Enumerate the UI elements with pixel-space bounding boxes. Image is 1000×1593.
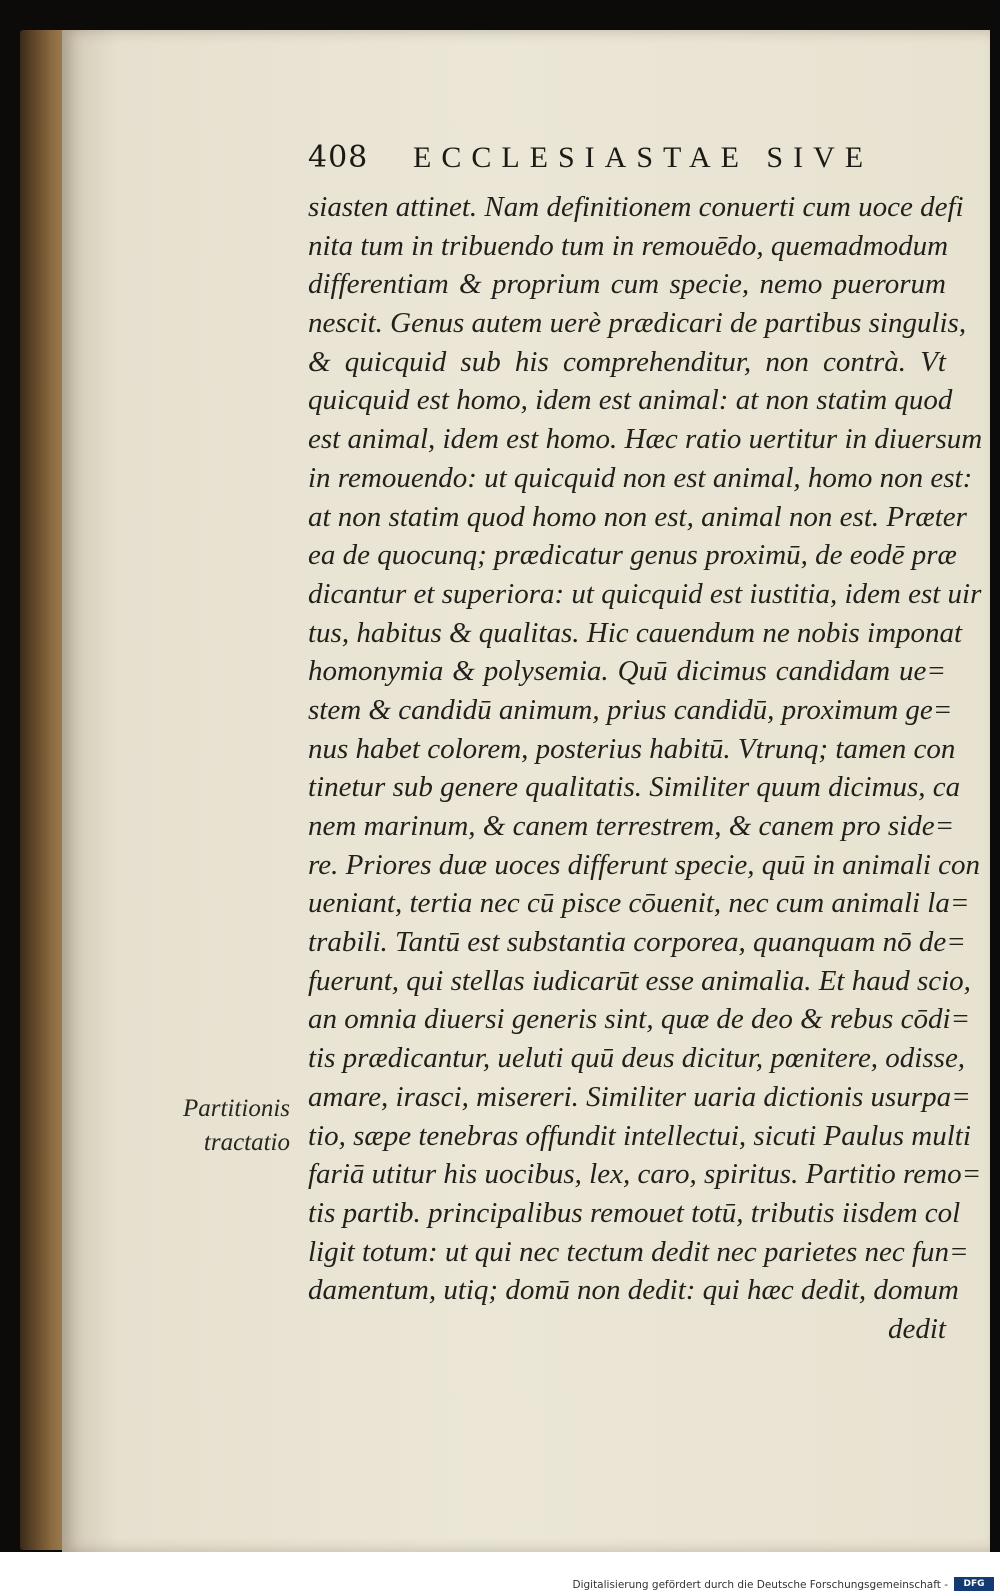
text-line: tio, sæpe tenebras offundit intellectui, sicuti Paulus multi: [308, 1119, 971, 1152]
text-line: stem & candidū animum, prius candidū, proximum ge=: [308, 693, 953, 726]
text-line: ea de quocunq; prædicatur genus proximū, de eodē præ: [308, 539, 957, 572]
text-line: tis prædicantur, ueluti quū deus dicitur, pœnitere, odisse,: [308, 1042, 966, 1075]
running-head: ECCLESIASTAE SIVE: [413, 141, 874, 174]
text-line: ligit totum: ut qui nec tectum dedit nec parietes nec fun=: [308, 1235, 969, 1268]
text-line: differentiam & proprium cum specie, nemo puerorum: [308, 268, 946, 301]
catchword: dedit: [888, 1312, 946, 1345]
body-text: [308, 188, 983, 1349]
text-line: tis partib. principalibus remouet totū, tributis iisdem col: [308, 1196, 961, 1229]
marginal-note-line: Partitionis: [183, 1095, 290, 1122]
text-line: fuerunt, qui stellas iudicarūt esse animalia. Et haud scio,: [308, 964, 971, 997]
text-line: nus habet colorem, posterius habitū. Vtrunq; tamen con: [308, 732, 956, 765]
text-line: an omnia diuersi generis sint, quæ de deo & rebus cōdi=: [308, 1003, 971, 1036]
text-line: re. Priores duæ uoces differunt specie, quū in animali con: [308, 848, 981, 881]
text-line: homonymia & polysemia. Quū dicimus candidam ue=: [308, 655, 946, 688]
text-line: quicquid est homo, idem est animal: at non statim quod: [308, 384, 953, 417]
text-line: siasten attinet. Nam definitionem conuerti cum uoce defi: [308, 191, 964, 223]
text-line: est animal, idem est homo. Hæc ratio uertitur in diuersum: [308, 423, 983, 456]
text-line: at non statim quod homo non est, animal non est. Præter: [308, 500, 967, 533]
page-header: [308, 140, 908, 180]
text-line: & quicquid sub his comprehenditur, non contrà. Vt: [308, 345, 946, 378]
text-line: amare, irasci, misereri. Similiter uaria dictionis usurpa=: [308, 1080, 971, 1113]
text-line: damentum, utiq; domū non dedit: qui hæc dedit, domum: [308, 1274, 959, 1307]
funding-credit: Digitalisierung gefördert durch die Deutsche Forschungsgemeinschaft -: [572, 1579, 948, 1591]
text-line: fariā utitur his uocibus, lex, caro, spiritus. Partitio remo=: [308, 1158, 982, 1191]
text-line: tus, habitus & qualitas. Hic cauendum ne nobis imponat: [308, 616, 963, 649]
text-line: in remouendo: ut quicquid non est animal, homo non est:: [308, 461, 973, 494]
text-line: nita tum in tribuendo tum in remouēdo, quemadmodum: [308, 229, 949, 262]
page-number: 408: [308, 140, 369, 175]
marginal-note: [140, 1092, 290, 1160]
text-line: tinetur sub genere qualitatis. Similiter quum dicimus, ca: [308, 771, 961, 804]
text-line: nem marinum, & canem terrestrem, & canem pro side=: [308, 810, 955, 842]
footer-bar: [0, 1552, 1000, 1593]
text-line: dicantur et superiora: ut quicquid est iustitia, idem est uir: [308, 577, 982, 610]
text-line: nescit. Genus autem uerè prædicari de partibus singulis,: [308, 307, 967, 340]
marginal-note-line: tractatio: [203, 1129, 290, 1156]
text-line: trabili. Tantū est substantia corporea, quanquam nō de=: [308, 926, 966, 959]
text-line: ueniant, tertia nec cū pisce cōuenit, nec cum animali la=: [308, 887, 970, 920]
dfg-logo: DFG: [954, 1577, 994, 1591]
